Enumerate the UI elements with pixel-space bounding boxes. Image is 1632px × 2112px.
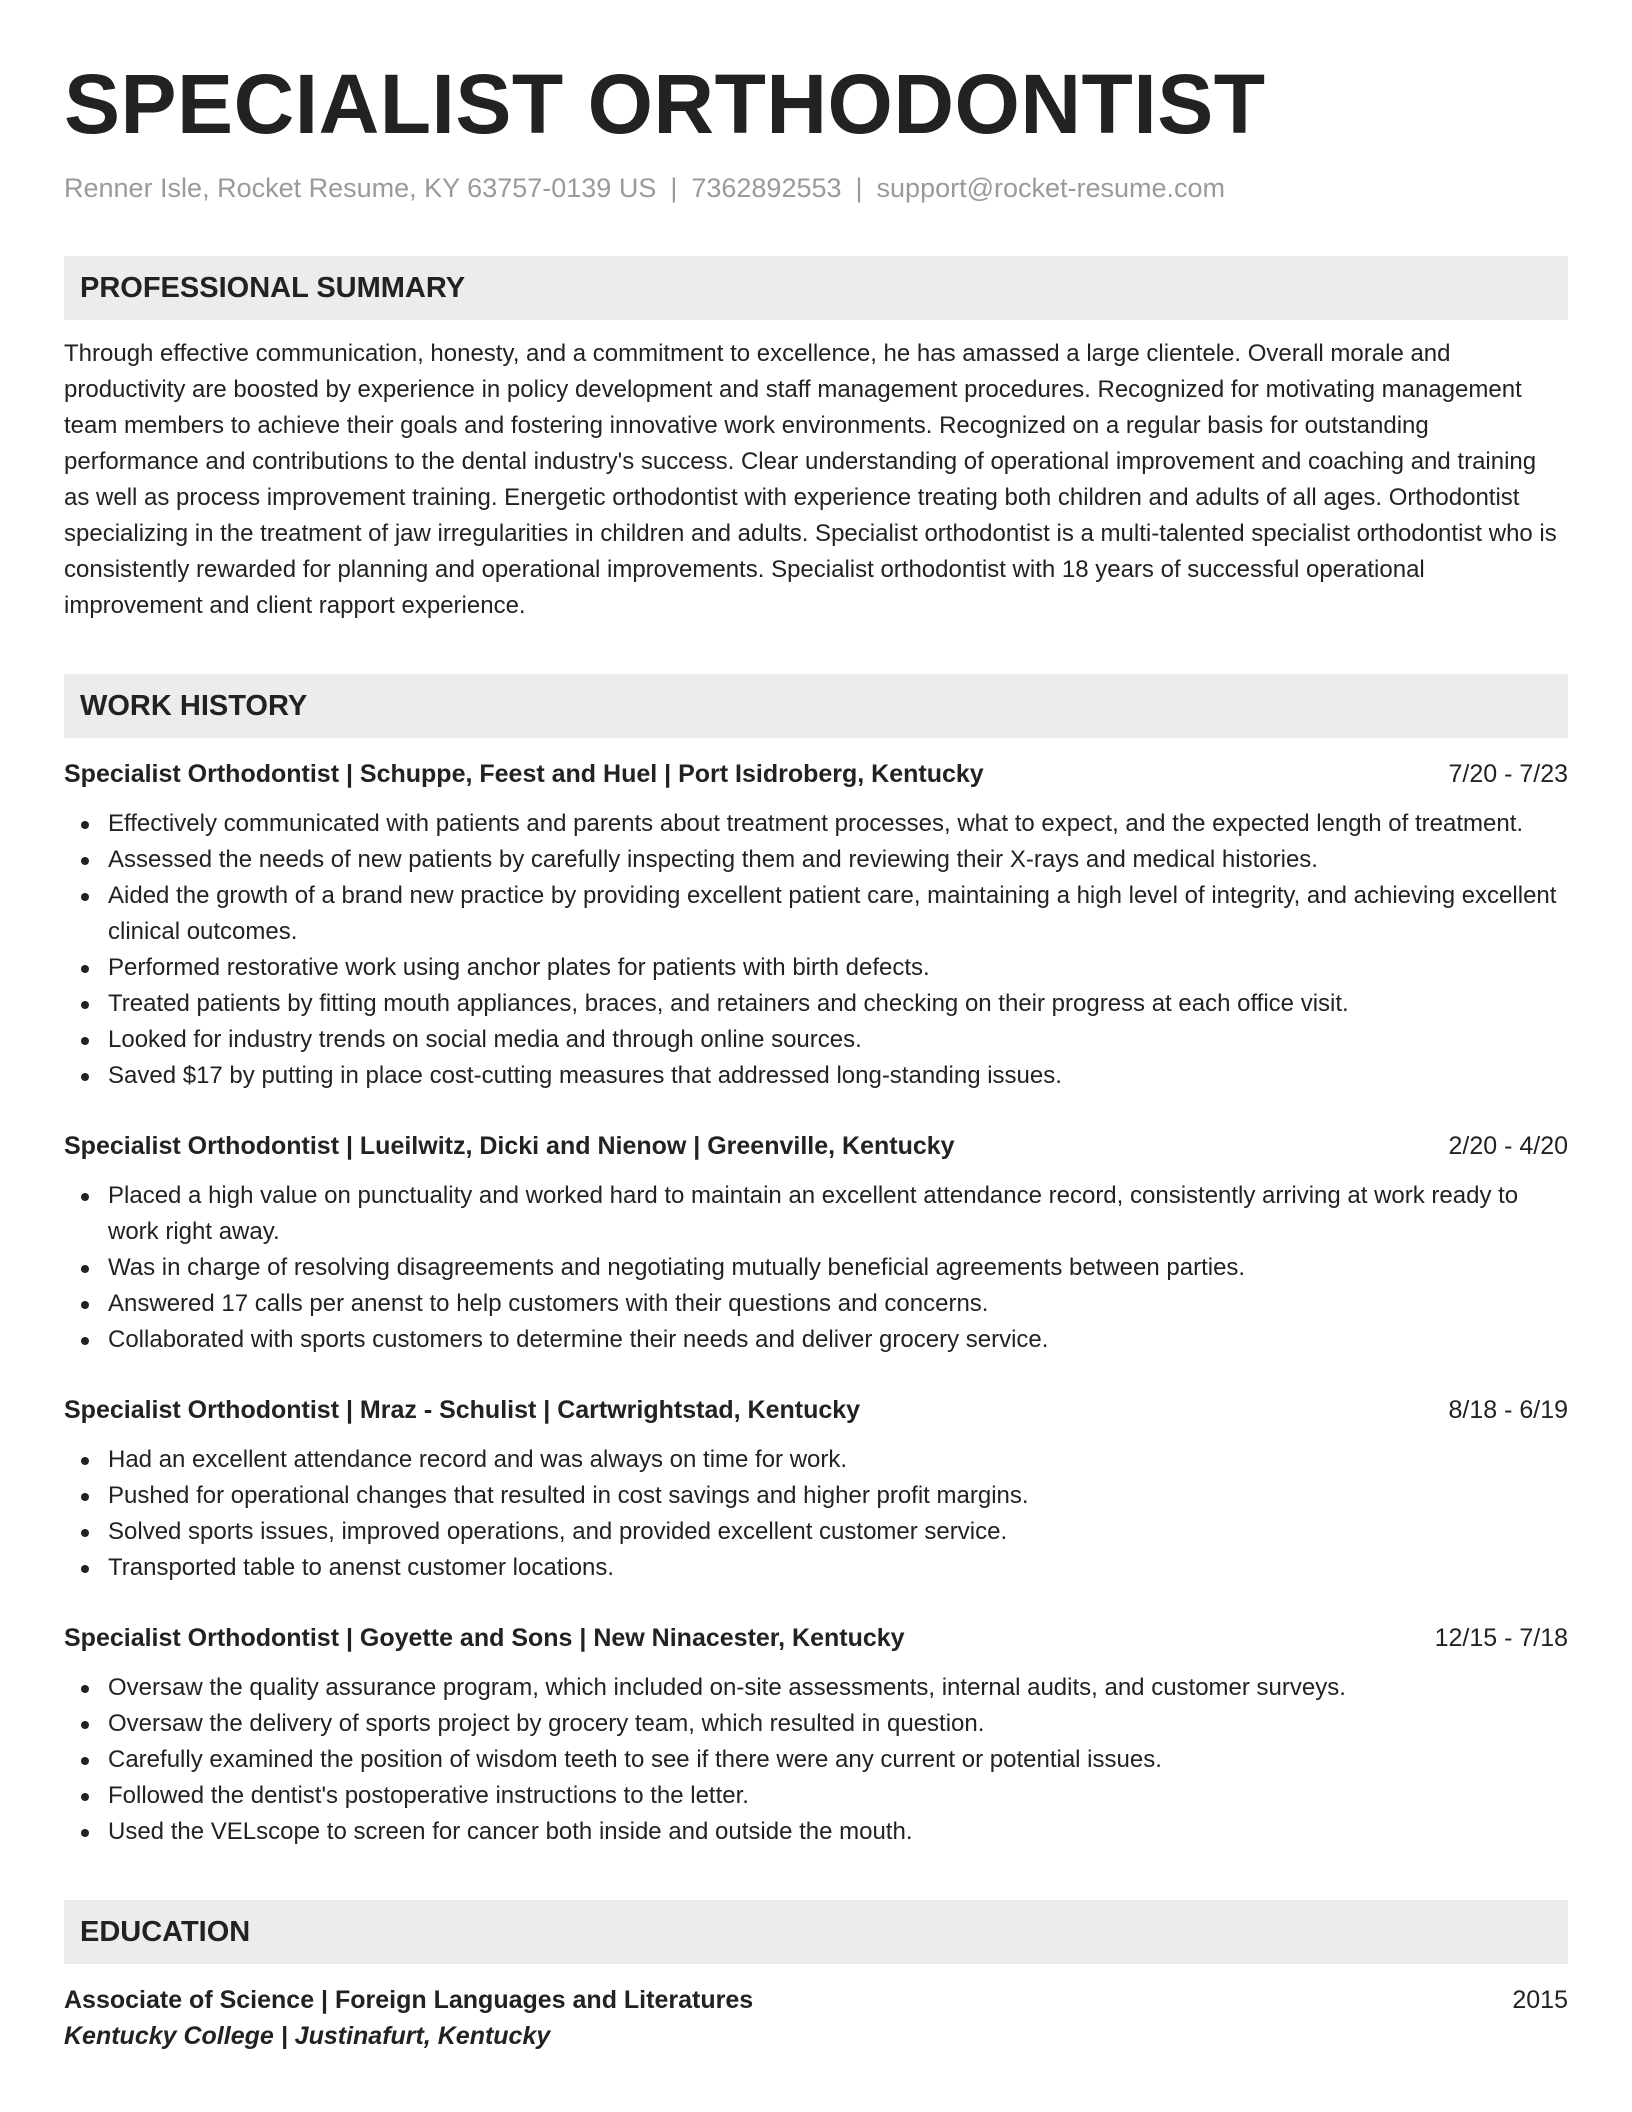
job-bullet: Carefully examined the position of wisdom teeth to see if there were any current or potential issues. — [64, 1742, 1568, 1778]
job-bullet: Oversaw the delivery of sports project by grocery team, which resulted in question. — [64, 1706, 1568, 1742]
section-heading-work-history: WORK HISTORY — [64, 674, 1568, 738]
job-title: Specialist Orthodontist | Goyette and Sons | New Ninacester, Kentucky — [64, 1624, 905, 1652]
job-bullet: Used the VELscope to screen for cancer both inside and outside the mouth. — [64, 1814, 1568, 1850]
contact-separator: | — [670, 173, 678, 203]
contact-phone: 7362892553 — [691, 173, 842, 203]
contact-address: Renner Isle, Rocket Resume, KY 63757-0139 US — [64, 173, 657, 203]
education-school: Kentucky College | Justinafurt, Kentucky — [64, 2022, 551, 2050]
job-header — [64, 756, 1568, 792]
job-bullet-list — [64, 806, 1568, 1094]
education-degree: Associate of Science | Foreign Languages and Literatures — [64, 1986, 754, 2014]
candidate-name: SPECIALIST ORTHODONTIST — [64, 57, 1266, 151]
job-bullet: Performed restorative work using anchor plates for patients with birth defects. — [64, 950, 1568, 986]
job-entry — [64, 756, 1568, 1094]
section-heading-education: EDUCATION — [64, 1900, 1568, 1964]
education-year: 2015 — [1512, 1986, 1568, 2014]
job-entry — [64, 1128, 1568, 1358]
education-entry — [64, 1982, 1568, 2054]
job-bullet: Oversaw the quality assurance program, which included on-site assessments, internal audits, and customer surveys. — [64, 1670, 1568, 1706]
job-bullet: Aided the growth of a brand new practice by providing excellent patient care, maintaining a high level of integrity, and achieving excellent clinical outcomes. — [64, 878, 1568, 950]
job-bullet: Pushed for operational changes that resulted in cost savings and higher profit margins. — [64, 1478, 1568, 1514]
job-bullet: Placed a high value on punctuality and worked hard to maintain an excellent attendance record, consistently arriving at work ready to work right away. — [64, 1178, 1568, 1250]
job-dates: 8/18 - 6/19 — [1448, 1396, 1568, 1424]
job-bullet: Was in charge of resolving disagreements and negotiating mutually beneficial agreements between parties. — [64, 1250, 1568, 1286]
job-dates: 12/15 - 7/18 — [1434, 1624, 1568, 1652]
job-bullet-list — [64, 1442, 1568, 1586]
job-title: Specialist Orthodontist | Schuppe, Feest and Huel | Port Isidroberg, Kentucky — [64, 760, 984, 788]
job-bullet-list — [64, 1178, 1568, 1358]
contact-email: support@rocket-resume.com — [876, 173, 1226, 203]
job-bullet: Collaborated with sports customers to determine their needs and deliver grocery service. — [64, 1322, 1568, 1358]
job-bullet-list — [64, 1670, 1568, 1850]
job-entry — [64, 1392, 1568, 1586]
job-bullet: Solved sports issues, improved operations, and provided excellent customer service. — [64, 1514, 1568, 1550]
education-list — [64, 1982, 1568, 2054]
education-header — [64, 1982, 1568, 2018]
job-bullet: Saved $17 by putting in place cost-cutting measures that addressed long-standing issues. — [64, 1058, 1568, 1094]
section-heading-summary: PROFESSIONAL SUMMARY — [64, 256, 1568, 320]
job-title: Specialist Orthodontist | Mraz - Schulist | Cartwrightstad, Kentucky — [64, 1396, 861, 1424]
contact-line — [64, 170, 1568, 206]
job-bullet: Effectively communicated with patients and parents about treatment processes, what to expect, and the expected length of treatment. — [64, 806, 1568, 842]
contact-separator: | — [855, 173, 863, 203]
job-dates: 2/20 - 4/20 — [1448, 1132, 1568, 1160]
work-history-list — [64, 756, 1568, 1850]
job-bullet: Answered 17 calls per anenst to help customers with their questions and concerns. — [64, 1286, 1568, 1322]
job-bullet: Had an excellent attendance record and was always on time for work. — [64, 1442, 1568, 1478]
job-dates: 7/20 - 7/23 — [1448, 760, 1568, 788]
job-bullet: Looked for industry trends on social media and through online sources. — [64, 1022, 1568, 1058]
job-bullet: Treated patients by fitting mouth appliances, braces, and retainers and checking on their progress at each office visit. — [64, 986, 1568, 1022]
job-entry — [64, 1620, 1568, 1850]
job-header — [64, 1392, 1568, 1428]
job-header — [64, 1128, 1568, 1164]
job-bullet: Followed the dentist's postoperative instructions to the letter. — [64, 1778, 1568, 1814]
job-bullet: Transported table to anenst customer locations. — [64, 1550, 1568, 1586]
job-bullet: Assessed the needs of new patients by carefully inspecting them and reviewing their X-rays and medical histories. — [64, 842, 1568, 878]
summary-text: Through effective communication, honesty, and a commitment to excellence, he has amassed a large clientele. Overall morale and productivity are boosted by experience in policy development and staff management procedures. Recognized for motivating management team members to achieve their goals and fostering innovative work environments. Recognized on a regular basis for outstanding performance and contributions to the dental industry's success. Clear understanding of operational improvement and coaching and training as well as process improvement training. Energetic orthodontist with experience treating both children and adults of all ages. Orthodontist specializing in the treatment of jaw irregularities in children and adults. Specialist orthodontist is a multi-talented specialist orthodontist who is consistently rewarded for planning and operational improvements. Specialist orthodontist with 18 years of successful operational improvement and client rapport experience. — [64, 340, 1557, 619]
job-header — [64, 1620, 1568, 1656]
job-title: Specialist Orthodontist | Lueilwitz, Dicki and Nienow | Greenville, Kentucky — [64, 1132, 955, 1160]
